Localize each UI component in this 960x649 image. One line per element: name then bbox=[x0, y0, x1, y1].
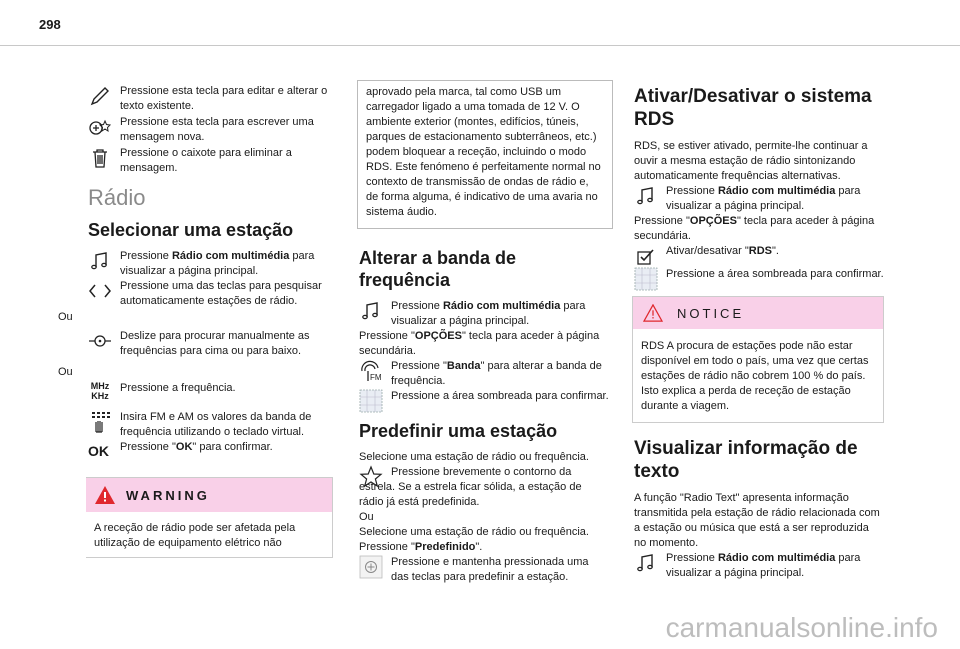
band-step-2-text: Pressione "OPÇÕES" tecla para aceder à página secundária. bbox=[359, 330, 600, 357]
notice-header bbox=[633, 297, 883, 329]
checkbox-icon bbox=[634, 244, 658, 268]
keypad-hand-icon bbox=[88, 410, 112, 434]
frequency-step-text: Pressione a frequência. bbox=[120, 382, 236, 394]
preset-title: Predefinir uma estação bbox=[359, 421, 558, 441]
warning-header bbox=[86, 478, 332, 512]
band-step-1-text: Pressione Rádio com multimédia para visualizar a página principal. bbox=[391, 300, 586, 327]
confirm-step-text: Pressione "OK" para confirmar. bbox=[120, 441, 273, 453]
band-step-4-text: Pressione a área sombreada para confirmar. bbox=[391, 390, 609, 402]
music-note-icon bbox=[88, 249, 112, 273]
frequency-step bbox=[88, 381, 338, 401]
preset-step-4: Pressione "Predefinido". bbox=[359, 541, 483, 553]
text-info-step-1-text: Pressione Rádio com multimédia para visualizar a página principal. bbox=[666, 552, 861, 579]
rds-title: Ativar/Desativar o sistema RDS bbox=[634, 86, 872, 130]
ok-icon: OK bbox=[88, 443, 109, 459]
preset-step-3: Selecione uma estação de rádio ou frequência. bbox=[359, 526, 589, 538]
column-2 bbox=[359, 80, 609, 585]
select-station-title: Selecionar uma estação bbox=[88, 220, 294, 240]
page-number: 298 bbox=[39, 17, 61, 32]
band-step-4 bbox=[359, 389, 609, 404]
new-message-icon bbox=[88, 115, 112, 139]
rds-step-2-text: Pressione "OPÇÕES" tecla para aceder à página secundária. bbox=[634, 215, 875, 242]
music-note-icon bbox=[359, 299, 383, 323]
shaded-area-icon bbox=[359, 389, 383, 413]
keyboard-step bbox=[88, 410, 338, 440]
notice-box bbox=[632, 296, 884, 423]
pencil-icon bbox=[88, 84, 112, 108]
radio-media-step-text: Pressione Rádio com multimédia para visualizar a página principal. bbox=[120, 250, 315, 277]
band-title: Alterar a banda de frequência bbox=[359, 248, 517, 290]
new-message-text: Pressione esta tecla para escrever uma mensagem nova. bbox=[120, 116, 314, 143]
edit-text: Pressione esta tecla para editar e alterar o texto existente. bbox=[120, 85, 328, 112]
text-info-intro: A função "Radio Text" apresenta informação transmitida pela estação de rádio relacionada com a estação ou música que está a ser reproduzida no momento. bbox=[634, 492, 880, 549]
new-message-instruction bbox=[88, 115, 338, 145]
search-step bbox=[88, 279, 338, 309]
slider-target-icon bbox=[88, 329, 112, 353]
header-rule bbox=[0, 45, 960, 46]
chevrons-left-right-icon bbox=[88, 279, 112, 303]
or-label-2: Ou bbox=[58, 366, 73, 378]
rds-step-4 bbox=[634, 267, 884, 282]
preset-step-5-text: Pressione e mantenha pressionada uma das teclas para predefinir a estação. bbox=[391, 556, 589, 583]
or-label-3: Ou bbox=[359, 511, 374, 523]
manual-step bbox=[88, 329, 338, 359]
warning-label: WARNING bbox=[126, 487, 210, 503]
text-info-step-1 bbox=[634, 551, 884, 581]
or-label: Ou bbox=[58, 311, 73, 323]
warning-icon bbox=[94, 485, 116, 505]
star-icon bbox=[359, 465, 383, 489]
notice-text: RDS A procura de estações pode não estar disponível em todo o país, uma vez que certas estações de rádio não cobrem 100 % do país. Isto explica a perda de receção de estação durante a viagem. bbox=[641, 340, 869, 412]
trash-icon bbox=[88, 146, 112, 170]
rds-step-1-text: Pressione Rádio com multimédia para visualizar a página principal. bbox=[666, 185, 861, 212]
music-note-icon bbox=[634, 551, 658, 575]
svg-text:FM: FM bbox=[370, 373, 382, 382]
rds-step-4-text: Pressione a área sombreada para confirmar. bbox=[666, 268, 884, 280]
keyboard-step-text: Insira FM e AM os valores da banda de frequência utilizando o teclado virtual. bbox=[120, 411, 312, 438]
preset-step-2 bbox=[359, 465, 609, 510]
warning-box bbox=[86, 477, 333, 558]
manual-step-text: Deslize para procurar manualmente as frequências para cima ou para baixo. bbox=[120, 330, 310, 357]
band-step-3-text: Pressione "Banda" para alterar a banda de frequência. bbox=[391, 360, 602, 387]
rds-step-1 bbox=[634, 184, 884, 214]
rds-step-3-text: Ativar/desativar "RDS". bbox=[666, 245, 779, 257]
continued-warning-box: aprovado pela marca, tal como USB um carregador ligado a uma tomada de 12 V. O ambiente exterior (montes, edifícios, túneis, parques de estacionamento subterrâneos, etc.) podem bloquear a receção, incluindo o modo RDS. Este fenómeno é perfeitamente normal no contexto de transmissão de ondas de rádio e, de forma alguma, é indicativo de uma avaria no sistema áudio. bbox=[357, 80, 613, 229]
delete-text: Pressione o caixote para eliminar a mensagem. bbox=[120, 147, 292, 174]
rds-step-3 bbox=[634, 244, 884, 259]
radio-media-step bbox=[88, 249, 338, 279]
mhz-khz-icon: MHz KHz bbox=[90, 381, 110, 401]
notice-icon bbox=[643, 304, 663, 322]
preset-step-5 bbox=[359, 555, 609, 585]
edit-instruction bbox=[88, 84, 338, 114]
shaded-area-icon bbox=[634, 267, 658, 291]
search-step-text: Pressione uma das teclas para pesquisar automaticamente estações de rádio. bbox=[120, 280, 322, 307]
column-1 bbox=[58, 80, 338, 558]
watermark: carmanualsonline.info bbox=[665, 612, 938, 643]
rds-intro: RDS, se estiver ativado, permite-lhe continuar a ouvir a mesma estação de rádio sintonizando automaticamente frequências alternativas. bbox=[634, 140, 868, 182]
section-title-radio: Rádio bbox=[88, 185, 146, 210]
preset-key-icon bbox=[359, 555, 383, 579]
band-step-1 bbox=[359, 299, 609, 329]
column-3 bbox=[634, 80, 884, 581]
confirm-step bbox=[88, 440, 338, 459]
music-note-icon bbox=[634, 184, 658, 208]
text-info-title: Visualizar informação de texto bbox=[634, 438, 858, 482]
delete-instruction bbox=[88, 146, 338, 176]
preset-step-1: Selecione uma estação de rádio ou frequência. bbox=[359, 451, 589, 463]
fm-antenna-icon bbox=[359, 359, 383, 383]
preset-step-2-text: Pressione brevemente o contorno da estrela. Se a estrela ficar sólida, a estação de rádio já está predefinida. bbox=[359, 466, 582, 508]
notice-label: NOTICE bbox=[677, 305, 745, 321]
band-step-3 bbox=[359, 359, 609, 389]
warning-text: A receção de rádio pode ser afetada pela utilização de equipamento elétrico não bbox=[94, 522, 296, 549]
